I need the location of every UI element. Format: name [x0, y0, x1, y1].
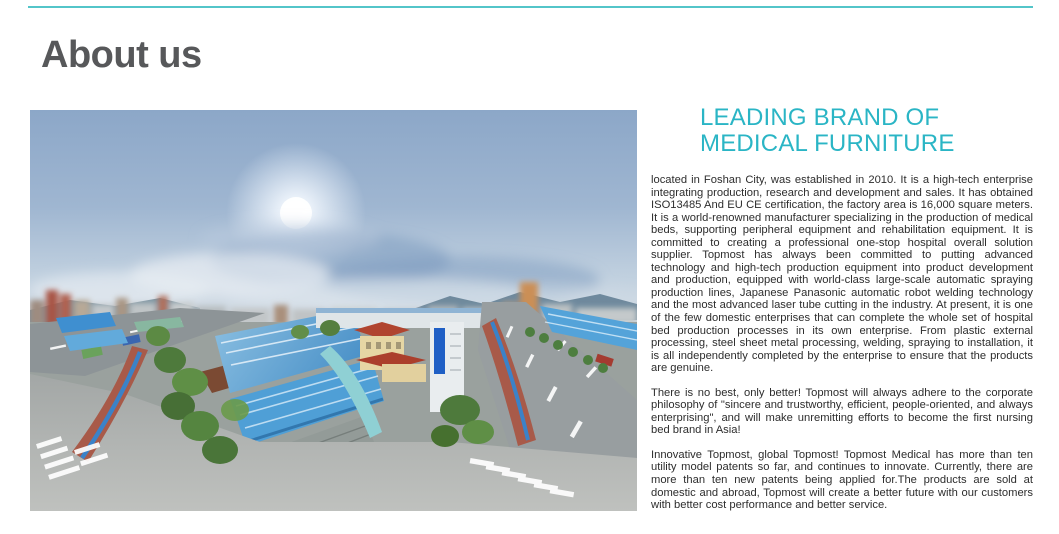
- top-divider-line: [28, 6, 1033, 8]
- about-paragraph-philosophy: There is no best, only better! Topmost will always adhere to the corporate philosophy of "sincere and trustworthy, efficient, people-oriented, and always enterprising", and will make unremitting efforts to become the first nursing bed brand in Asia!: [651, 386, 1033, 437]
- factory-aerial-panorama-image: [30, 110, 637, 511]
- about-paragraph-company: located in Foshan City, was established in 2010. It is a high-tech enterprise integrating production, research and development and sales. It has obtained ISO13485 And EU CE certification, the factory area is 16,000 square meters. It is a world-renowned manufacturer specializing in the production of medical beds, supporting peripheral equipment and rehabilitation equipment. It is committed to creating a professional one-stop hospital overall solution supplier. Topmost has always been committed to putting advanced technology and high-tech production equipment into product development and production, equipped with world-class large-scale automatic spraying production lines, Japanese Panasonic automatic robot welding technology and the most advanced laser tube cutting in the industry. At present, it is one of the few domestic enterprises that can complete the whole set of hospital bed production processes in its own enterprise. From plastic external processing, steel sheet metal processing, welding, spraying to installation, it is all independently completed by the enterprise to ensure that the products are genuine.: [651, 174, 1033, 375]
- page-title: About us: [41, 34, 202, 76]
- about-body: [651, 174, 1033, 512]
- about-heading-line1: LEADING BRAND OF: [700, 104, 940, 131]
- about-paragraph-innovation: Innovative Topmost, global Topmost! Topmost Medical has more than ten utility model patents so far, and continues to innovate. Currently, there are more than ten new patents being applied for.The products are sold at domestic and abroad, Topmost will create a better future with our customers with better cost performance and better service.: [651, 448, 1033, 512]
- panorama-illustration: [30, 110, 637, 511]
- about-heading-line2: MEDICAL FURNITURE: [700, 130, 955, 157]
- about-heading: [700, 105, 1033, 157]
- about-text-column: [651, 105, 1033, 512]
